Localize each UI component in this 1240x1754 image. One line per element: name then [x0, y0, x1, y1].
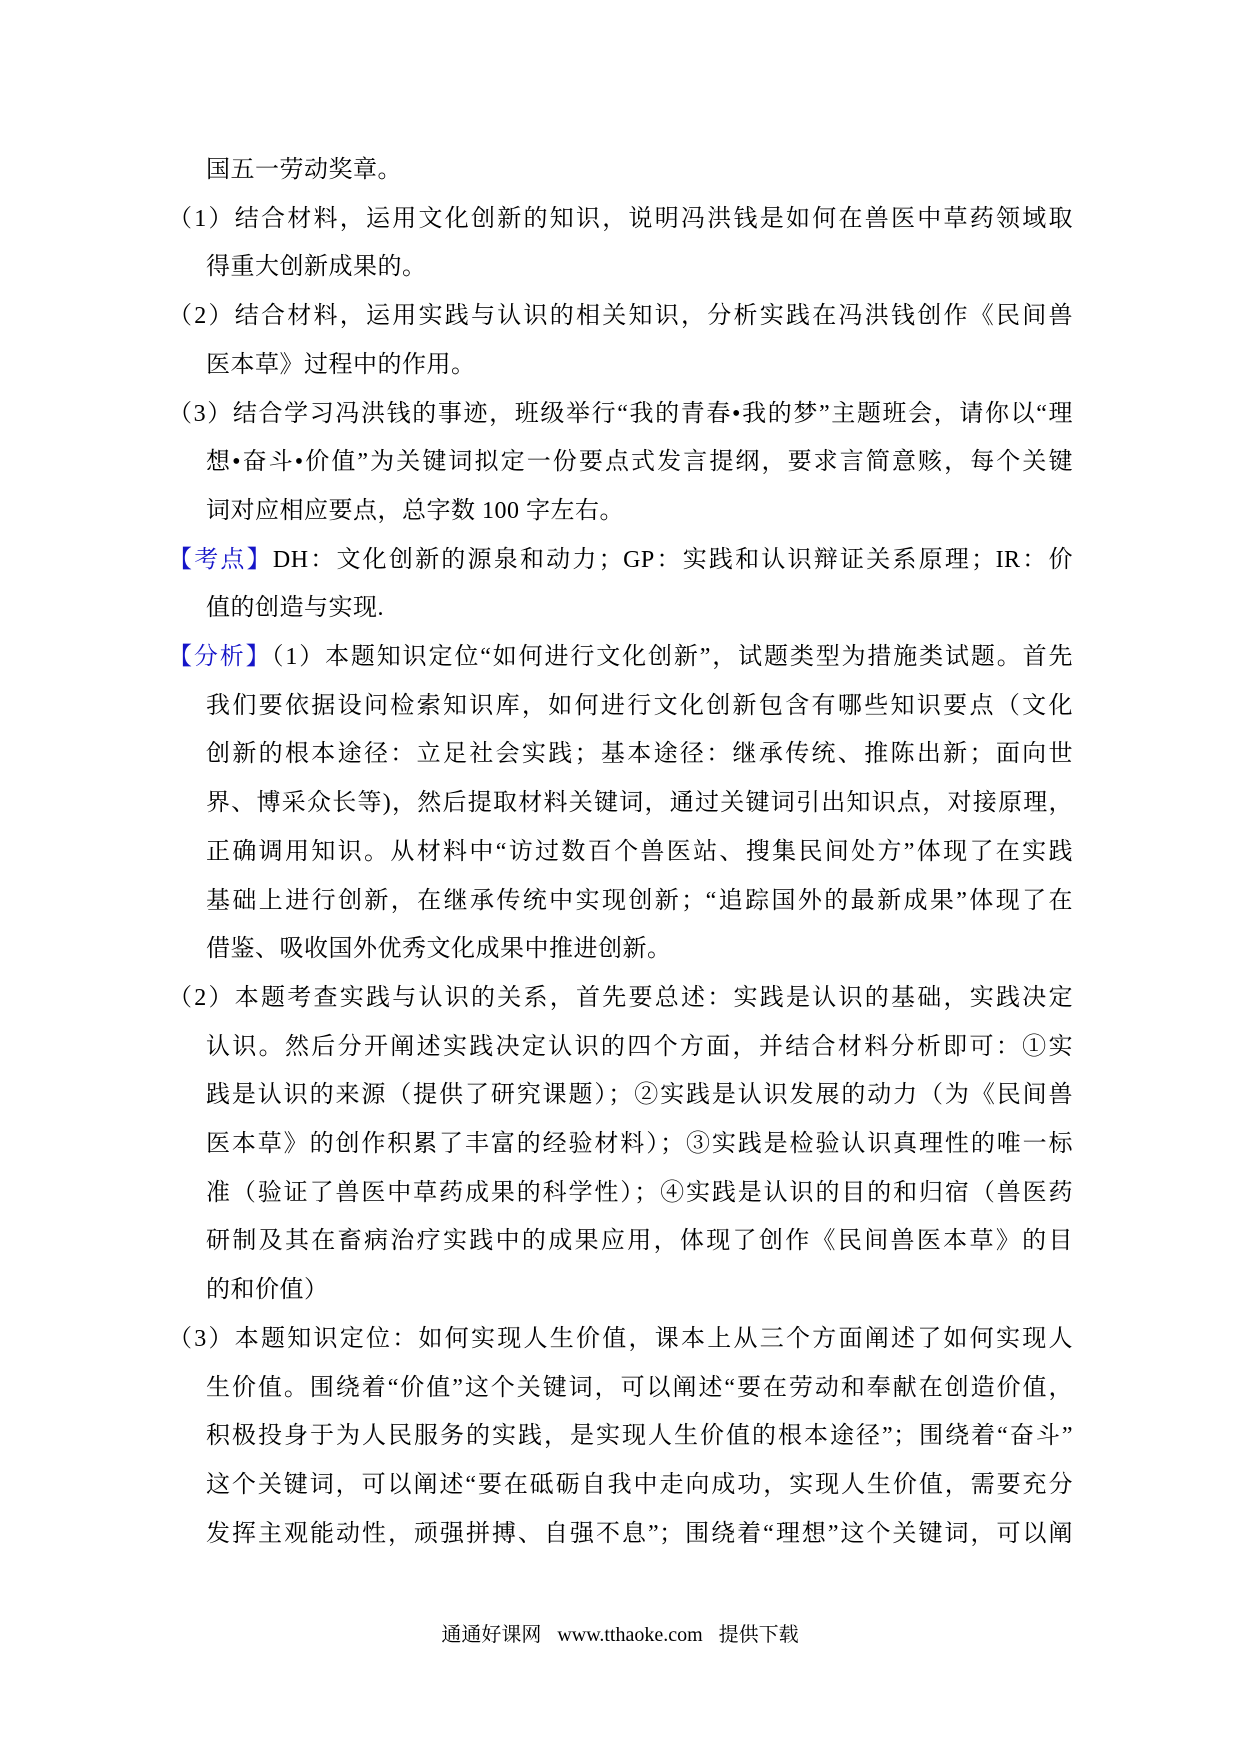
text-line: 研制及其在畜病治疗实践中的成果应用，体现了创作《民间兽医本草》的目 — [206, 1228, 1073, 1255]
section-tag: 【考点】 — [168, 546, 273, 573]
section-tag: 【分析】 — [168, 644, 272, 671]
text-line: 国五一劳动奖章。 — [206, 157, 402, 183]
text-line: 正确调用知识。从材料中“访过数百个兽医站、搜集民间处方”体现了在实践 — [206, 838, 1073, 865]
text-line: 践是认识的来源（提供了研究课题）；②实践是认识发展的动力（为《民间兽 — [206, 1082, 1073, 1109]
text-line: 生价值。围绕着“价值”这个关键词，可以阐述“要在劳动和奉献在创造价值， — [206, 1374, 1073, 1401]
text-line: 创新的根本途径：立足社会实践；基本途径：继承传统、推陈出新；面向世 — [206, 741, 1073, 768]
text-line: 【分析】（1）本题知识定位“如何进行文化创新”，试题类型为措施类试题。首先 — [168, 644, 1073, 671]
text-line: （1）结合材料，运用文化创新的知识，说明冯洪钱是如何在兽医中草药领域取 — [168, 205, 1073, 232]
text-line: 积极投身于为人民服务的实践，是实现人生价值的根本途径”；围绕着“奋斗” — [206, 1423, 1073, 1450]
text-line: 想•奋斗•价值”为关键词拟定一份要点式发言提纲，要求言简意赅，每个关键 — [206, 449, 1073, 476]
footer-download-note: 提供下载 — [718, 1624, 799, 1646]
text-line: （3）结合学习冯洪钱的事迹，班级举行“我的青春•我的梦”主题班会，请你以“理 — [168, 400, 1073, 427]
text-line: 得重大创新成果的。 — [206, 254, 427, 281]
text-line: 界、博采众长等)，然后提取材料关键词，通过关键词引出知识点，对接原理， — [206, 790, 1073, 817]
page-footer — [0, 1620, 1240, 1650]
text-line: 医本草》过程中的作用。 — [206, 351, 476, 378]
text-line: 认识。然后分开阐述实践决定认识的四个方面，并结合材料分析即可：①实 — [206, 1033, 1073, 1060]
text-line: 的和价值） — [206, 1277, 329, 1304]
text-line: 我们要依据设问检索知识库，如何进行文化创新包含有哪些知识要点（文化 — [206, 692, 1073, 719]
text-line: （2）结合材料，运用实践与认识的相关知识，分析实践在冯洪钱创作《民间兽 — [168, 303, 1073, 330]
text-line: 【考点】DH：文化创新的源泉和动力；GP：实践和认识辩证关系原理；IR：价 — [168, 546, 1073, 573]
text-line: 借鉴、吸收国外优秀文化成果中推进创新。 — [206, 936, 672, 963]
text-line: 值的创造与实现. — [206, 595, 384, 622]
text-line: （3）本题知识定位：如何实现人生价值，课本上从三个方面阐述了如何实现人 — [168, 1325, 1073, 1352]
text-line: 这个关键词，可以阐述“要在砥砺自我中走向成功，实现人生价值，需要充分 — [206, 1471, 1073, 1498]
text-line: 基础上进行创新，在继承传统中实现创新；“追踪国外的最新成果”体现了在 — [206, 887, 1073, 914]
text-line: 准（验证了兽医中草药成果的科学性）；④实践是认识的目的和归宿（兽医药 — [206, 1179, 1073, 1206]
text-line: 词对应相应要点，总字数 100 字左右。 — [206, 497, 624, 524]
text-line: 医本草》的创作积累了丰富的经验材料）；③实践是检验认识真理性的唯一标 — [206, 1131, 1073, 1158]
footer-url: www.tthaoke.com — [557, 1624, 703, 1646]
document-body — [168, 146, 1073, 1558]
text-line: 发挥主观能动性，顽强拼搏、自强不息”；围绕着“理想”这个关键词，可以阐 — [206, 1520, 1073, 1547]
text-line: （2）本题考查实践与认识的关系，首先要总述：实践是认识的基础，实践决定 — [168, 984, 1073, 1011]
footer-site-name: 通通好课网 — [441, 1624, 542, 1646]
